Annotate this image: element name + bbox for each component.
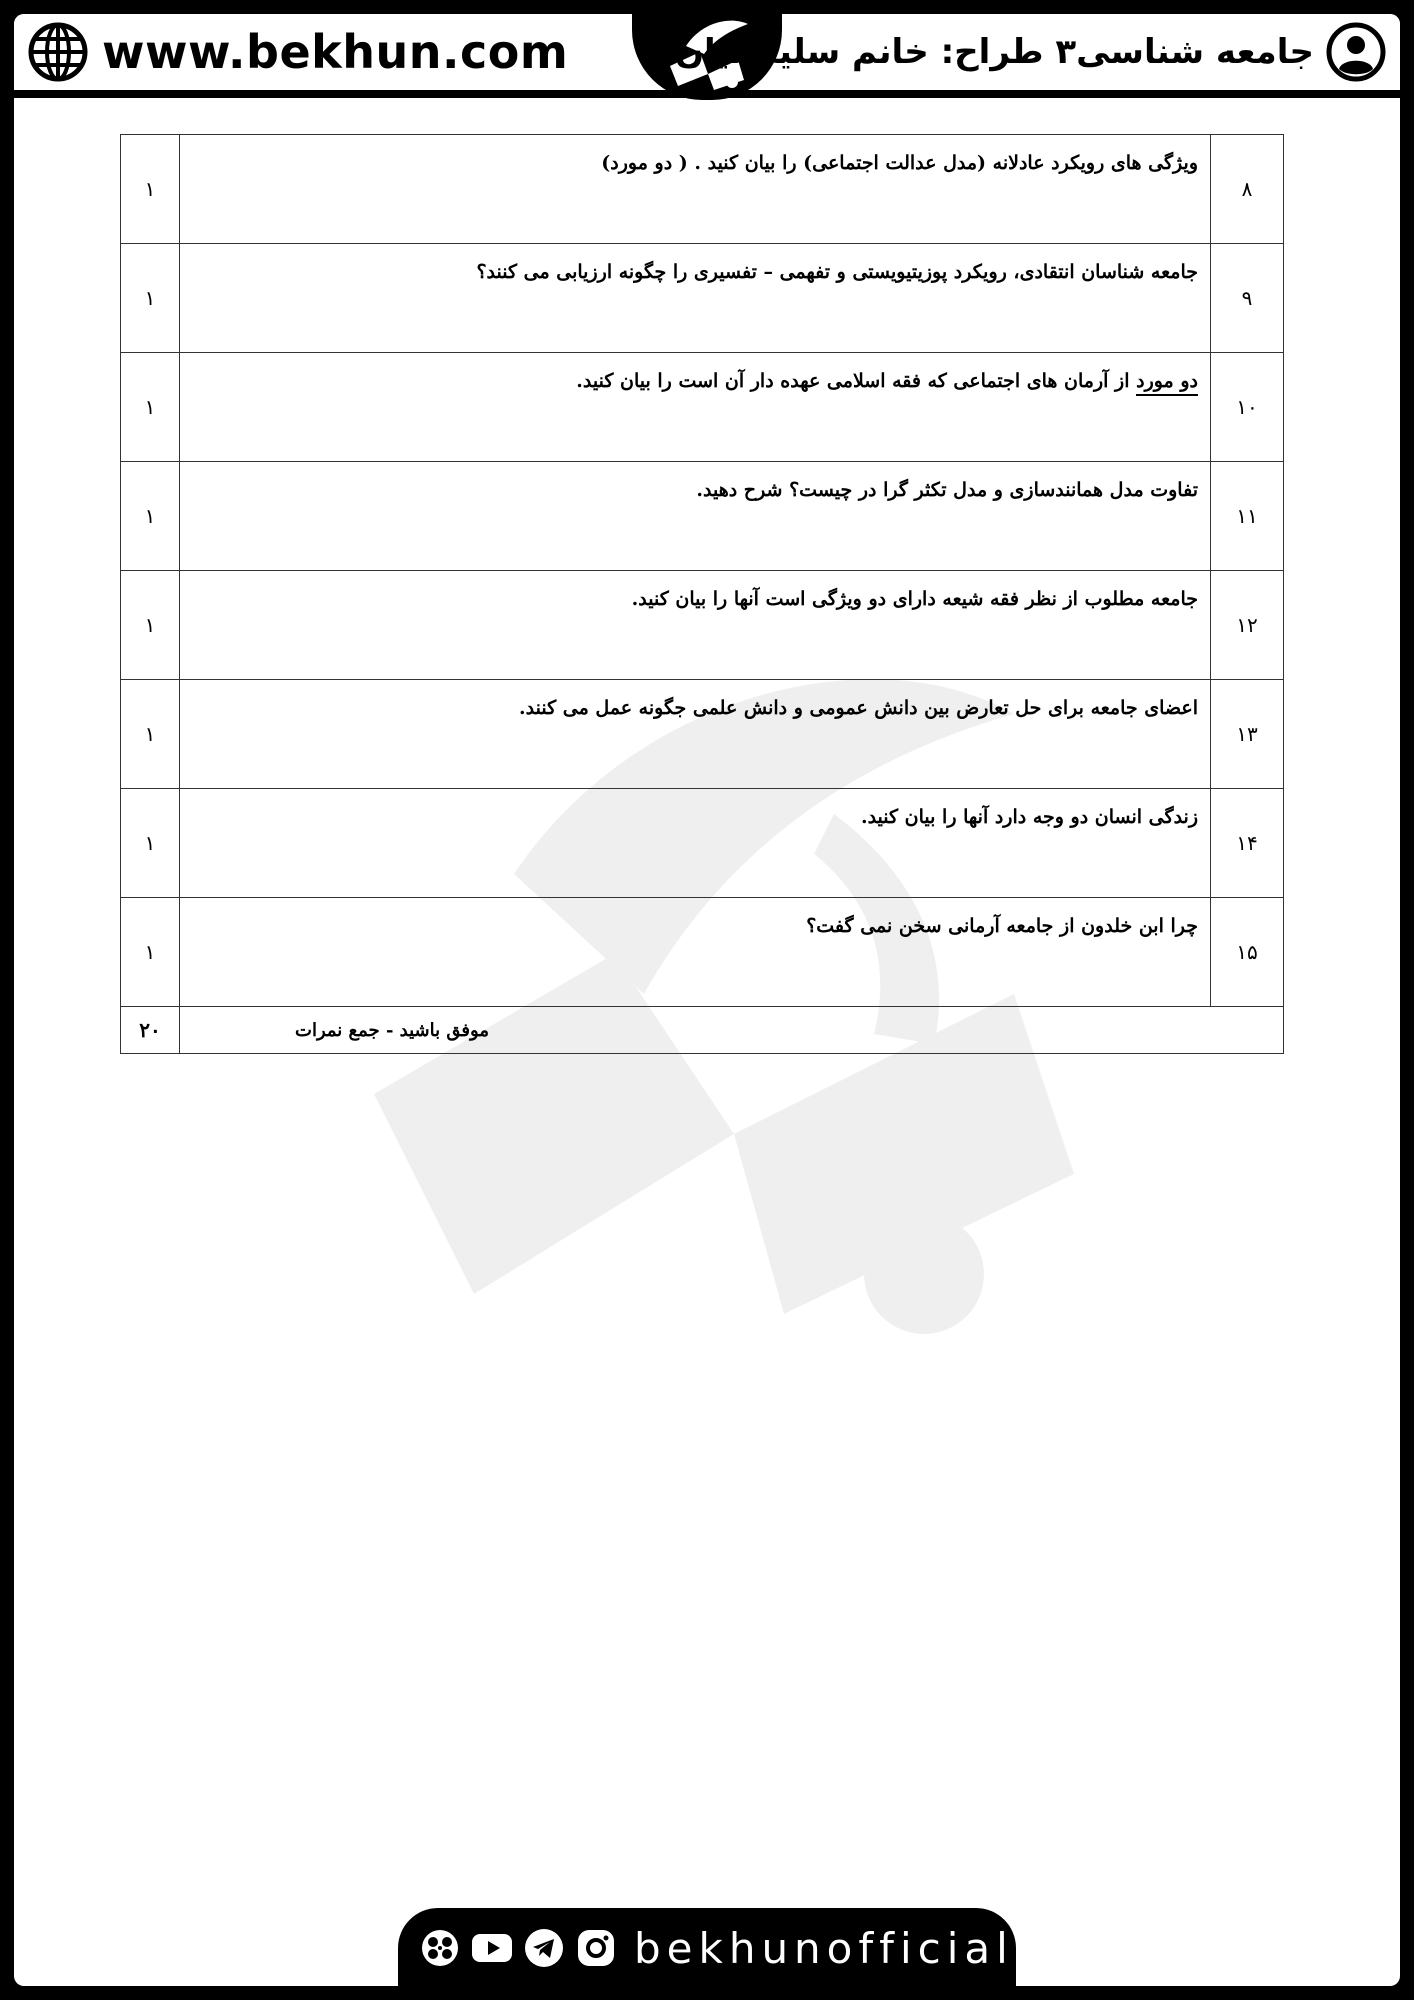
question-text: جامعه مطلوب از نظر فقه شیعه دارای دو ویژگی است آنها را بیان کنید. (180, 571, 1211, 680)
total-label-cell (180, 1007, 1284, 1054)
question-text: ویژگی های رویکرد عادلانه (مدل عدالت اجتماعی) را بیان کنید . ( دو مورد) (180, 135, 1211, 244)
total-score: ۲۰ (121, 1007, 180, 1054)
question-text-rest: از آرمان های اجتماعی که فقه اسلامی عهده دار آن است را بیان کنید. (576, 370, 1137, 392)
youtube-icon[interactable] (470, 1926, 514, 1970)
telegram-icon[interactable] (522, 1926, 566, 1970)
question-row-11 (121, 462, 1284, 571)
question-number: ۹ (1211, 244, 1284, 353)
exam-page (14, 14, 1400, 1986)
question-text: جامعه شناسان انتقادی، رویکرد پوزیتیویستی و تفهمی – تفسیری را چگونه ارزیابی می کنند؟ (180, 244, 1211, 353)
question-row-9 (121, 244, 1284, 353)
question-text: اعضای جامعه برای حل تعارض بین دانش عمومی و دانش علمی جگونه عمل می کنند. (180, 680, 1211, 789)
question-text: تفاوت مدل همانندسازی و مدل تکثر گرا در چیست؟ شرح دهید. (180, 462, 1211, 571)
question-number: ۱۱ (1211, 462, 1284, 571)
question-row-8 (121, 135, 1284, 244)
header-divider (14, 90, 1400, 98)
question-row-15 (121, 898, 1284, 1007)
question-number: ۱۵ (1211, 898, 1284, 1007)
site-url[interactable]: www.bekhun.com (102, 25, 569, 79)
page-header (14, 14, 1400, 90)
globe-icon (28, 22, 88, 82)
total-label: موفق باشید - جمع نمرات (295, 1019, 489, 1041)
question-row-13 (121, 680, 1284, 789)
exam-title-block (675, 20, 1386, 84)
question-number: ۱۳ (1211, 680, 1284, 789)
total-row (121, 1007, 1284, 1054)
question-row-10 (121, 353, 1284, 462)
question-row-12 (121, 571, 1284, 680)
question-text (180, 353, 1211, 462)
site-link[interactable] (28, 20, 568, 84)
instagram-icon[interactable] (574, 1926, 618, 1970)
question-score: ۱ (121, 244, 180, 353)
question-score: ۱ (121, 898, 180, 1007)
question-score: ۱ (121, 353, 180, 462)
question-text: چرا ابن خلدون از جامعه آرمانی سخن نمی گفت؟ (180, 898, 1211, 1007)
question-score: ۱ (121, 571, 180, 680)
question-table (120, 134, 1284, 1054)
user-icon (1326, 22, 1386, 82)
aparat-icon[interactable] (418, 1926, 462, 1970)
question-number: ۱۲ (1211, 571, 1284, 680)
question-text: زندگی انسان دو وجه دارد آنها را بیان کنید. (180, 789, 1211, 898)
question-number: ۸ (1211, 135, 1284, 244)
question-score: ۱ (121, 789, 180, 898)
question-score: ۱ (121, 680, 180, 789)
question-number: ۱۰ (1211, 353, 1284, 462)
social-handle[interactable]: bekhunofficial (634, 1923, 1014, 1973)
social-footer (398, 1908, 1016, 1986)
exam-title: جامعه شناسی۳ طراح: خانم سلیمانیان (675, 32, 1314, 72)
question-number: ۱۴ (1211, 789, 1284, 898)
question-score: ۱ (121, 135, 180, 244)
question-score: ۱ (121, 462, 180, 571)
question-row-14 (121, 789, 1284, 898)
underlined-phrase: دو مورد (1136, 370, 1198, 396)
